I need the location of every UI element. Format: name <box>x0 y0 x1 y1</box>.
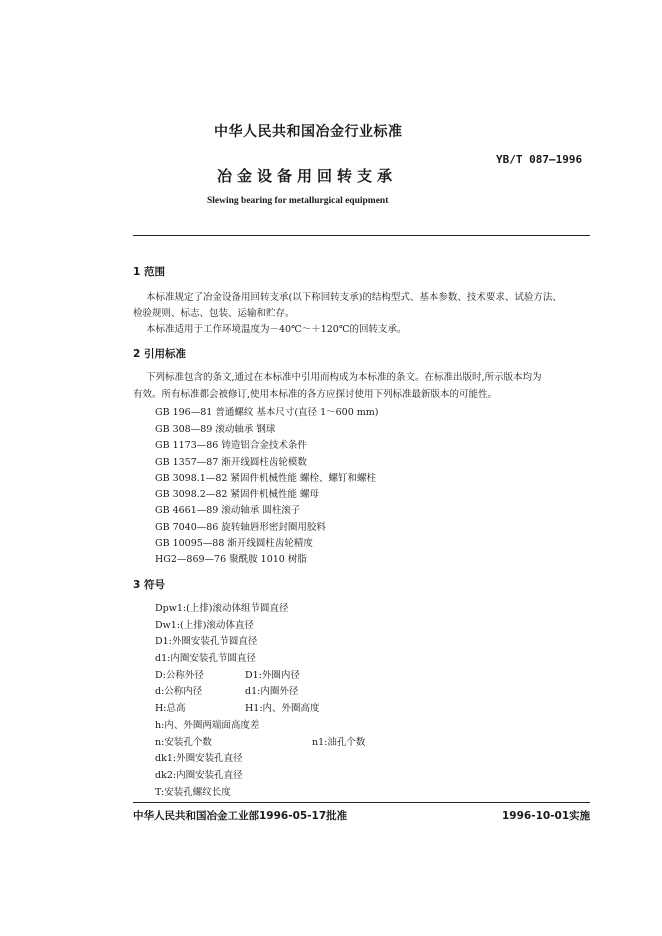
symbol-definition: Dpw1:(上排)滚动体组节圆直径 <box>155 603 289 614</box>
reference-item: GB 196—81 普通螺纹 基本尺寸(直径 1～600 mm) <box>155 407 379 418</box>
symbol-definition: D1:外圈内径 <box>245 670 300 681</box>
symbol-definition: H1:内、外圈高度 <box>245 703 320 714</box>
scope-applicability: 本标准适用于工作环境温度为－40℃～＋120℃的回转支承。 <box>146 324 407 335</box>
section-1-heading: 1 范围 <box>133 266 165 278</box>
symbol-definition: Dw1:(上排)滚动体直径 <box>155 620 254 631</box>
reference-item: GB 7040—86 旋转轴唇形密封圈用胶料 <box>155 522 326 533</box>
industry-title: 中华人民共和国冶金行业标准 <box>214 124 403 140</box>
reference-item: GB 10095—88 渐开线圆柱齿轮精度 <box>155 538 313 549</box>
references-intro-line: 下列标准包含的条文,通过在本标准中引用而构成为本标准的条文。在标准出版时,所示版本均为 <box>146 372 542 383</box>
symbol-definition: dk1:外圈安装孔直径 <box>155 753 243 764</box>
document-title-en: Slewing bearing for metallurgical equipment <box>207 196 389 206</box>
symbol-definition: H:总高 <box>155 703 186 714</box>
footer-divider <box>133 802 590 803</box>
document-title-cn: 冶金设备用回转支承 <box>217 167 398 185</box>
symbol-definition: T:安装孔螺纹长度 <box>155 787 231 798</box>
symbol-definition: d1:内圈安装孔节圆直径 <box>155 653 256 664</box>
section-2-heading: 2 引用标准 <box>133 348 186 360</box>
header-divider <box>133 235 590 236</box>
reference-item: GB 308—89 滚动轴承 钢球 <box>155 424 276 435</box>
scope-paragraph-line: 检验规则、标志、包装、运输和贮存。 <box>133 308 295 319</box>
standard-number: YB/T 087—1996 <box>496 153 583 166</box>
symbol-definition: D1:外圈安装孔节圆直径 <box>155 636 258 647</box>
symbol-definition: d:公称内径 <box>155 686 203 697</box>
symbol-definition: n:安装孔个数 <box>155 737 212 748</box>
symbol-definition: dk2:内圈安装孔直径 <box>155 770 243 781</box>
reference-item: GB 3098.1—82 紧固件机械性能 螺栓、螺钉和螺柱 <box>155 473 376 484</box>
section-3-heading: 3 符号 <box>133 579 165 591</box>
implementation-date: 1996-10-01实施 <box>502 810 591 822</box>
approval-statement: 中华人民共和国冶金工业部1996-05-17批准 <box>133 810 348 822</box>
symbol-definition: h:内、外圈两端面高度差 <box>155 720 260 731</box>
reference-item: GB 4661—89 滚动轴承 圆柱滚子 <box>155 505 301 516</box>
scope-paragraph-line: 本标准规定了冶金设备用回转支承(以下称回转支承)的结构型式、基本参数、技术要求、试验方法、 <box>146 292 562 303</box>
reference-item: GB 1173—86 铸造铝合金技术条件 <box>155 440 307 451</box>
reference-item: GB 3098.2—82 紧固件机械性能 螺母 <box>155 489 319 500</box>
reference-item: GB 1357—87 渐开线圆柱齿轮模数 <box>155 457 307 468</box>
symbol-definition: n1:油孔个数 <box>312 737 366 748</box>
symbol-definition: D:公称外径 <box>155 670 204 681</box>
references-intro-line: 有效。所有标准都会被修订,使用本标准的各方应探讨使用下列标准最新版本的可能性。 <box>133 389 498 400</box>
symbol-definition: d1:内圈外径 <box>245 686 299 697</box>
reference-item: HG2—869—76 聚酰胺 1010 树脂 <box>155 554 307 565</box>
